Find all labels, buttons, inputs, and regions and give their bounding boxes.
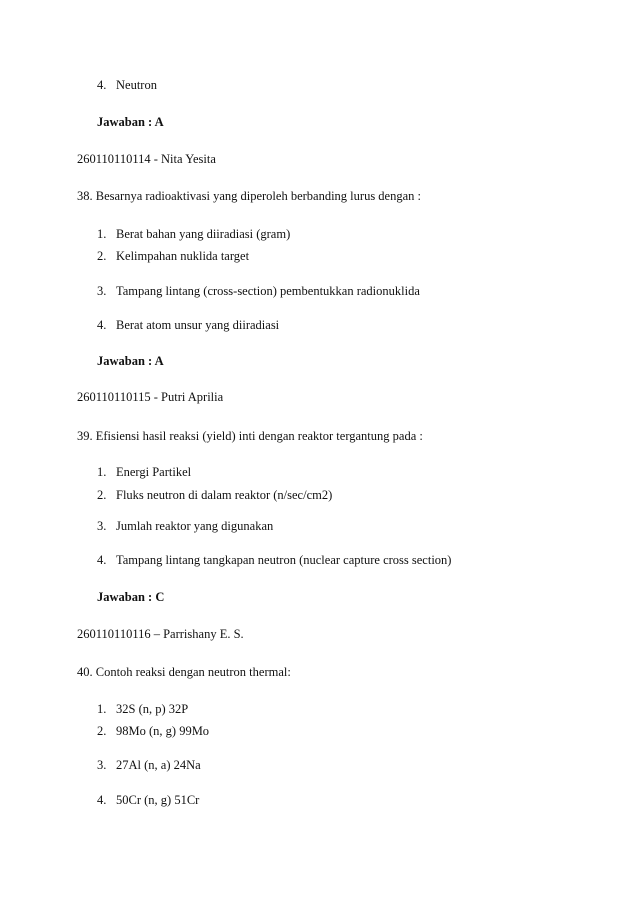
option-text: Neutron	[116, 78, 157, 92]
q37-option-4	[97, 77, 157, 93]
q38-option-1	[97, 226, 290, 242]
option-text: Berat bahan yang diiradiasi (gram)	[116, 227, 291, 241]
q39-answer: Jawaban : C	[97, 590, 165, 604]
q37-answer: Jawaban : A	[97, 115, 164, 129]
option-text: Fluks neutron di dalam reaktor (n/sec/cm2)	[116, 488, 333, 502]
option-text: Tampang lintang tangkapan neutron (nuclear capture cross section)	[116, 553, 452, 567]
option-text: Berat atom unsur yang diiradiasi	[116, 318, 280, 332]
q38-option-4	[97, 317, 279, 333]
q39-option-4	[97, 552, 451, 568]
q38-option-2	[97, 248, 249, 264]
option-text: Energi Partikel	[116, 465, 192, 479]
option-text: 50Cr (n, g) 51Cr	[116, 793, 200, 807]
q40-option-3	[97, 757, 201, 773]
list-number: 3.	[97, 519, 107, 533]
list-number: 1.	[97, 702, 107, 716]
list-number: 3.	[97, 284, 107, 298]
q40-author: 260110110116 – Parrishany E. S.	[77, 627, 244, 641]
q38-answer: Jawaban : A	[97, 354, 164, 368]
q39-option-2	[97, 487, 332, 503]
list-number: 2.	[97, 724, 107, 738]
q39-author: 260110110115 - Putri Aprilia	[77, 390, 224, 404]
option-text: Jumlah reaktor yang digunakan	[116, 519, 274, 533]
q40-option-1	[97, 701, 188, 717]
list-number: 4.	[97, 318, 107, 332]
q40-question: 40. Contoh reaksi dengan neutron thermal:	[77, 665, 291, 679]
option-text: 98Mo (n, g) 99Mo	[116, 724, 210, 738]
option-text: Tampang lintang (cross-section) pembentukkan radionuklida	[116, 284, 420, 298]
q40-option-2	[97, 723, 209, 739]
option-text: 32S (n, p) 32P	[116, 702, 189, 716]
list-number: 2.	[97, 249, 107, 263]
q38-question: 38. Besarnya radioaktivasi yang diperoleh berbanding lurus dengan :	[77, 189, 422, 203]
q38-option-3	[97, 283, 420, 299]
list-number: 3.	[97, 758, 107, 772]
list-number: 4.	[97, 553, 107, 567]
option-text: Kelimpahan nuklida target	[116, 249, 250, 263]
list-number: 1.	[97, 465, 107, 479]
q39-option-1	[97, 464, 191, 480]
q40-option-4	[97, 792, 199, 808]
option-text: 27Al (n, a) 24Na	[116, 758, 201, 772]
list-number: 4.	[97, 78, 107, 92]
q38-author: 260110110114 - Nita Yesita	[77, 152, 216, 166]
list-number: 1.	[97, 227, 107, 241]
q39-option-3	[97, 518, 273, 534]
list-number: 2.	[97, 488, 107, 502]
q39-question: 39. Efisiensi hasil reaksi (yield) inti dengan reaktor tergantung pada :	[77, 429, 423, 443]
list-number: 4.	[97, 793, 107, 807]
